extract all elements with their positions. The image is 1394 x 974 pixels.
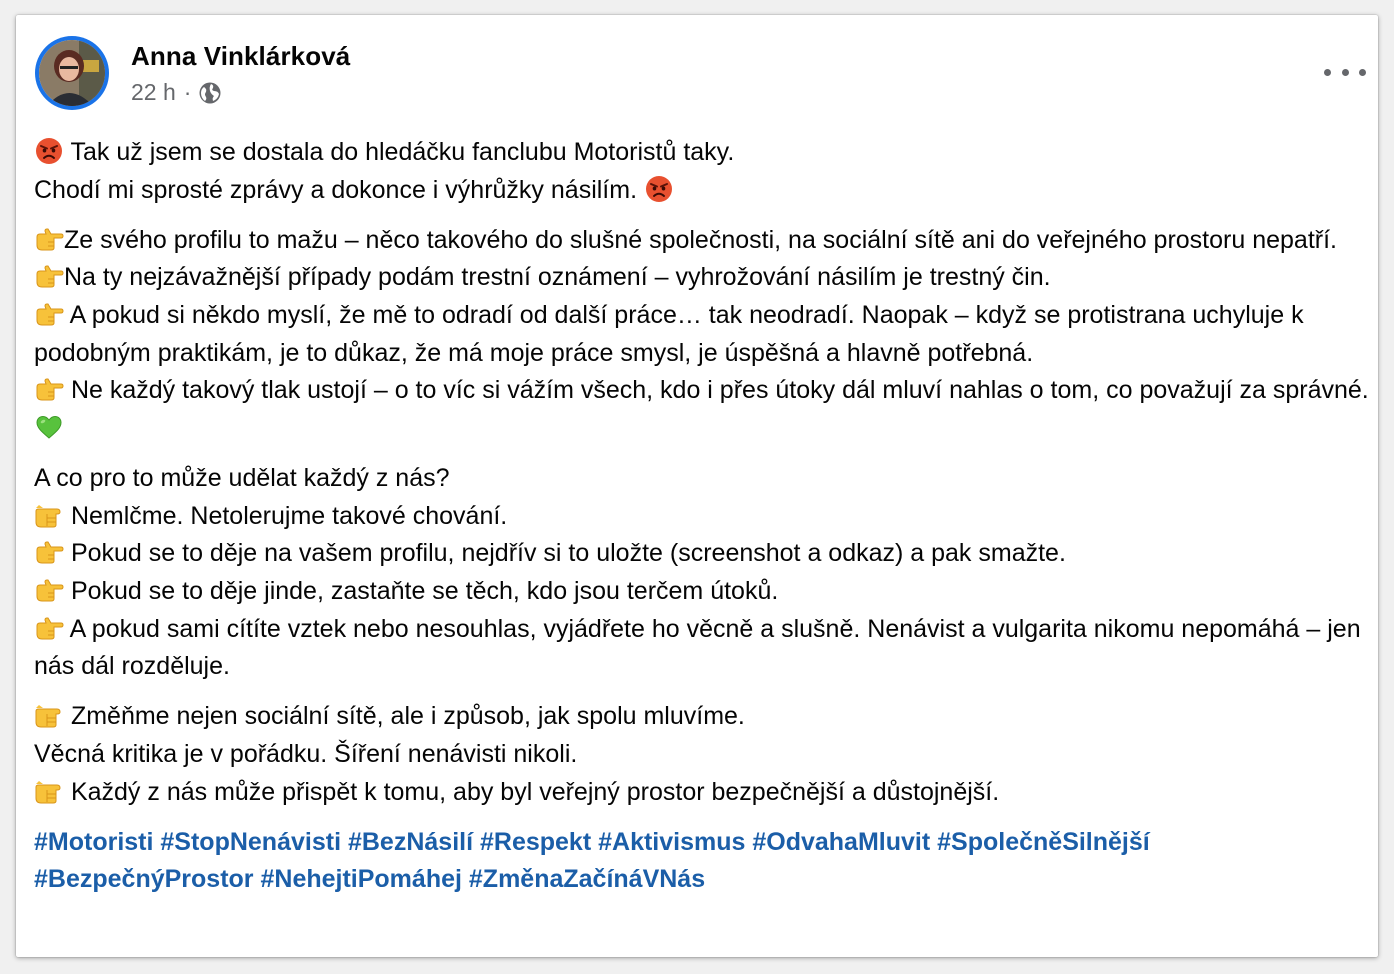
author-avatar[interactable] xyxy=(35,36,109,110)
angry-face-icon xyxy=(644,174,674,204)
backhand-pointing-icon xyxy=(34,700,64,730)
hashtags xyxy=(34,824,1374,899)
paragraph xyxy=(34,222,1374,448)
text-line xyxy=(34,774,1374,812)
line-text: A co pro to může udělat každý z nás? xyxy=(34,464,450,493)
line-text: Každý z nás může přispět k tomu, aby byl veřejný prostor bezpečnější a důstojnější. xyxy=(64,777,1000,806)
post-text xyxy=(34,134,1374,912)
dot-icon xyxy=(1324,69,1331,76)
post-card xyxy=(16,15,1378,957)
line-text: A pokud si někdo myslí, že mě to odradí od další práce… tak neodradí. Naopak – když se protistrana uchyluje k podobným praktikám, je to důkaz, že má moje práce smysl, je úspěšná a hlavně potřebná. xyxy=(34,301,1304,367)
line-text: A pokud sami cítíte vztek nebo nesouhlas, vyjádřete ho věcně a slušně. Nenávist a vulgarita nikomu nepomáhá – jen nás dál rozděluje. xyxy=(34,614,1361,681)
text-line xyxy=(34,259,1374,297)
text-line xyxy=(34,460,1374,498)
line-text: Změňme nejen sociální sítě, ale i způsob, jak spolu mluvíme. xyxy=(64,702,745,731)
globe-icon[interactable] xyxy=(198,81,222,105)
author-name[interactable]: Anna Vinklárková xyxy=(131,41,351,71)
paragraph xyxy=(34,134,1374,209)
line-text: Na ty nejzávažnější případy podám trestní oznámení – vyhrožování násilím je trestný čin. xyxy=(64,263,1051,292)
text-line xyxy=(34,222,1374,260)
angry-face-icon xyxy=(34,136,64,166)
hashtag-link[interactable]: #OdvahaMluvit xyxy=(752,827,931,856)
line-text: Pokud se to děje jinde, zastaňte se těch, kdo jsou terčem útoků. xyxy=(64,576,779,605)
pointing-right-icon xyxy=(34,299,64,329)
text-line xyxy=(34,698,1374,736)
backhand-pointing-icon xyxy=(34,776,64,806)
paragraph xyxy=(34,460,1374,686)
line-text: Ne každý takový tlak ustojí – o to víc si vážím všech, kdo i přes útoky dál mluví nahlas o tom, co považují za správné. xyxy=(64,376,1369,405)
hashtag-link[interactable]: #NehejtiPomáhej xyxy=(260,865,462,894)
hashtag-link[interactable]: #BezNásilí xyxy=(347,827,474,856)
pointing-right-icon xyxy=(34,224,64,254)
text-line xyxy=(34,498,1374,536)
text-line xyxy=(34,611,1374,686)
text-line xyxy=(34,134,1374,172)
text-line xyxy=(34,573,1374,611)
text-line xyxy=(34,736,1374,774)
avatar-photo xyxy=(39,40,105,106)
backhand-pointing-icon xyxy=(34,500,64,530)
hashtag-link[interactable]: #ZměnaZačínáVNás xyxy=(468,865,706,894)
text-line xyxy=(34,297,1374,372)
paragraph xyxy=(34,698,1374,811)
text-line xyxy=(34,372,1374,447)
dot-icon xyxy=(1359,69,1366,76)
text-line xyxy=(34,535,1374,573)
line-text: Chodí mi sprosté zprávy a dokonce i výhrůžky násilím. xyxy=(34,175,644,204)
hashtag-link[interactable]: #StopNenávisti xyxy=(160,827,342,856)
hashtag-link[interactable]: #SpolečněSilnější xyxy=(937,827,1150,856)
text-line xyxy=(34,172,1374,210)
hashtag-link[interactable]: #Aktivismus xyxy=(598,827,746,856)
hashtag-link[interactable]: #Respekt xyxy=(479,827,592,856)
more-options-icon[interactable] xyxy=(1324,61,1366,83)
hashtag-link[interactable]: #Motoristi xyxy=(34,827,154,856)
line-text: Nemlčme. Netolerujme takové chování. xyxy=(64,501,508,530)
pointing-right-icon xyxy=(34,537,64,567)
dot-icon xyxy=(1342,69,1349,76)
pointing-right-icon xyxy=(34,374,64,404)
line-text: Tak už jsem se dostala do hledáčku fanclubu Motoristů taky. xyxy=(64,138,735,166)
line-text: Věcná kritika je v pořádku. Šíření nenávisti nikoli. xyxy=(34,739,578,768)
pointing-right-icon xyxy=(34,261,64,291)
meta-separator: · xyxy=(183,79,192,105)
line-text: Pokud se to děje na vašem profilu, nejdřív si to uložte (screenshot a odkaz) a pak smažte. xyxy=(64,539,1066,568)
pointing-right-icon xyxy=(34,575,64,605)
post-meta xyxy=(131,79,222,106)
line-text: Ze svého profilu to mažu – něco takového do slušné společnosti, na sociální sítě ani do veřejného prostoru nepatří. xyxy=(64,225,1337,254)
post-time[interactable]: 22 h xyxy=(131,79,176,105)
green-heart-icon xyxy=(34,412,64,442)
pointing-right-icon xyxy=(34,613,64,643)
hashtag-link[interactable]: #BezpečnýProstor xyxy=(34,865,254,894)
